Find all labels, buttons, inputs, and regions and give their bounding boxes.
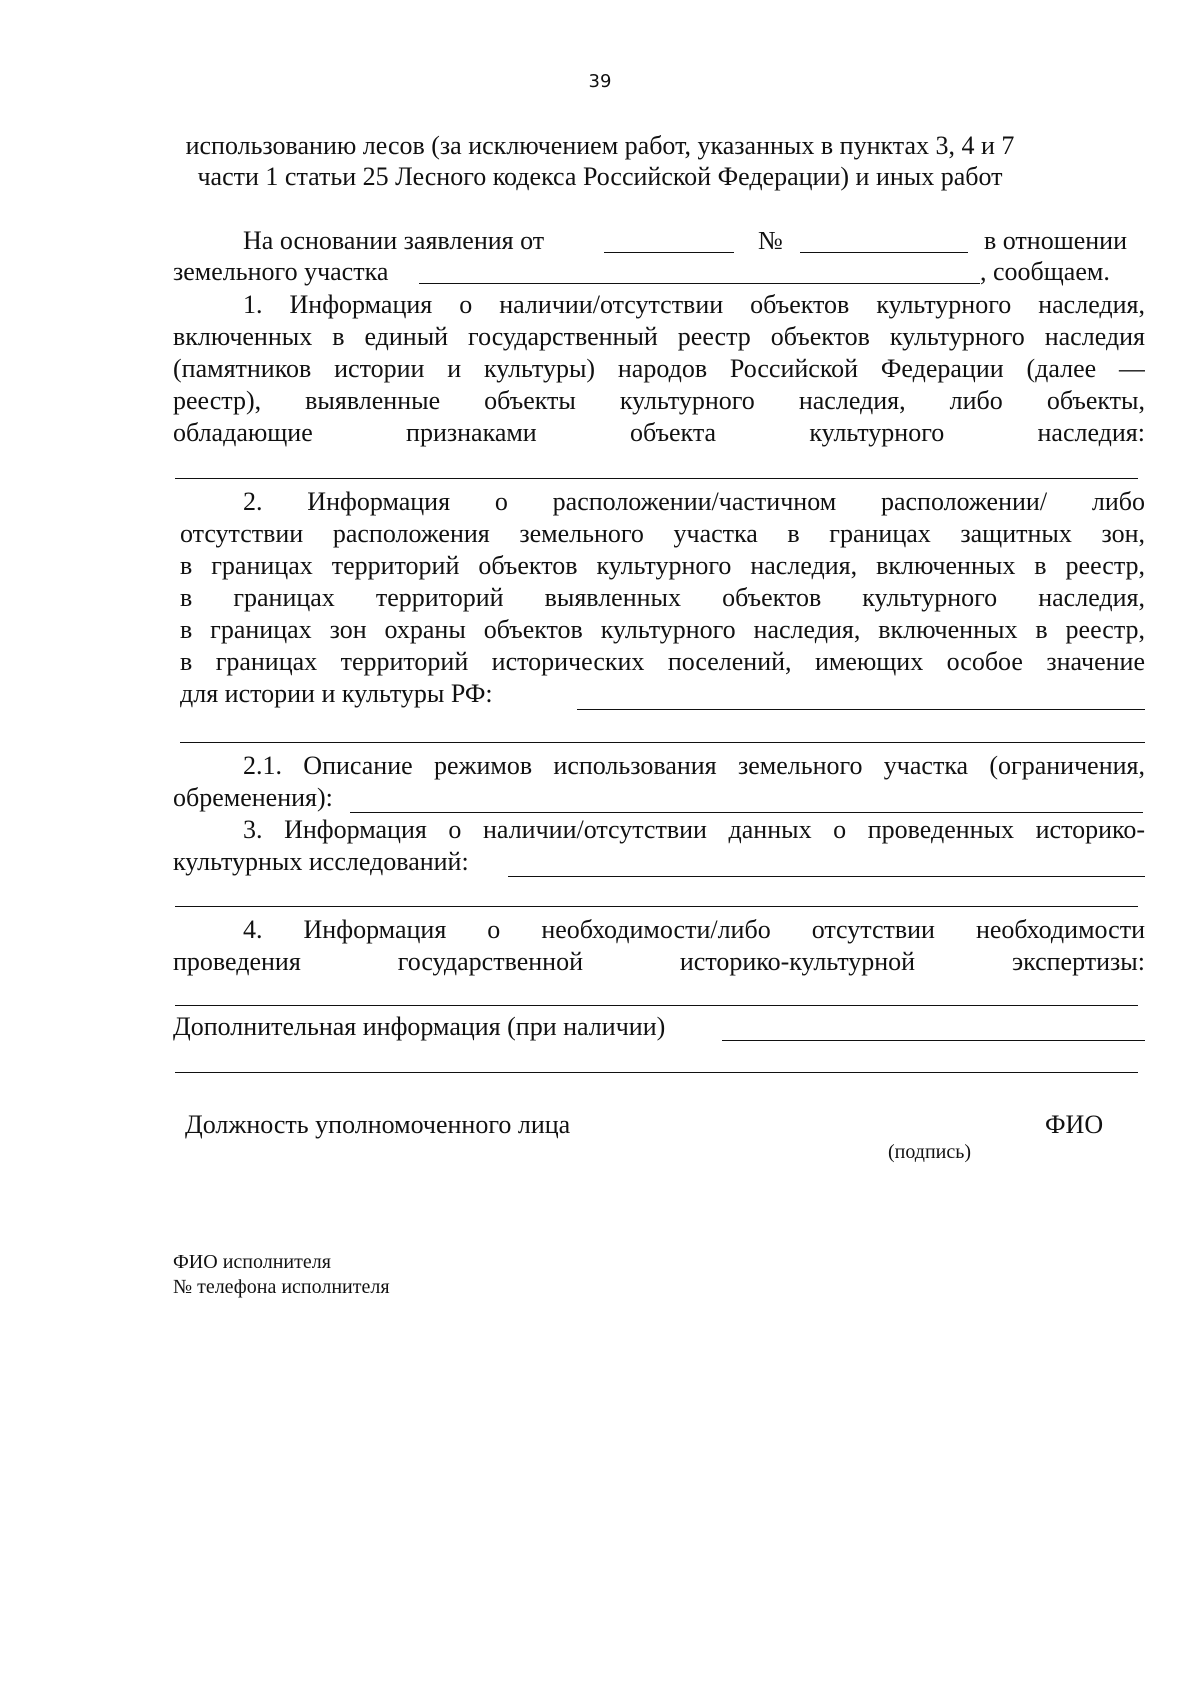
- item2-line-6: в границах территорий исторических поселений, имеющих особое значение: [180, 647, 1145, 676]
- item2-answer-line-2[interactable]: [180, 742, 1145, 743]
- item4-answer-line[interactable]: [175, 1005, 1138, 1006]
- item3-answer-line-2[interactable]: [175, 906, 1138, 907]
- item2-1-answer-line[interactable]: [350, 812, 1143, 813]
- application-date-field[interactable]: [604, 228, 734, 253]
- item1-answer-line[interactable]: [175, 478, 1138, 479]
- item1-line-1: 1. Информация о наличии/отсутствии объектов культурного наследия,: [243, 290, 1145, 319]
- heading-line-1: использованию лесов (за исключением работ, указанных в пунктах 3, 4 и 7: [185, 131, 1015, 160]
- executor-name: ФИО исполнителя: [173, 1251, 331, 1273]
- item1-line-2: включенных в единый государственный реестр объектов культурного наследия: [173, 322, 1145, 351]
- item2-line-1: 2. Информация о расположении/частичном расположении/ либо: [243, 487, 1145, 516]
- official-name: ФИО: [1045, 1110, 1104, 1139]
- intro-text-inform: , сообщаем.: [980, 257, 1110, 286]
- item3-answer-line-1[interactable]: [508, 876, 1145, 877]
- signature-caption: (подпись): [888, 1141, 972, 1163]
- item1-line-5: обладающие признаками объекта культурного наследия:: [173, 418, 1145, 447]
- heading-line-2: части 1 статьи 25 Лесного кодекса Российской Федерации) и иных работ: [197, 162, 1003, 191]
- intro-text-basis: На основании заявления от: [243, 226, 545, 255]
- intro-text-land-plot: земельного участка: [173, 257, 389, 286]
- item2-line-7: для истории и культуры РФ:: [180, 679, 493, 708]
- item4-line-1: 4. Информация о необходимости/либо отсутствии необходимости: [243, 915, 1145, 944]
- additional-info-line-1[interactable]: [722, 1040, 1145, 1041]
- item2-line-4: в границах территорий выявленных объектов культурного наследия,: [180, 583, 1145, 612]
- item1-line-4: реестр), выявленные объекты культурного наследия, либо объекты,: [173, 386, 1145, 415]
- intro-number-sign: №: [758, 226, 783, 255]
- official-position: Должность уполномоченного лица: [185, 1110, 571, 1139]
- intro-text-regarding: в отношении: [984, 226, 1128, 255]
- page-number: 39: [588, 71, 612, 92]
- additional-info-line-2[interactable]: [175, 1072, 1138, 1073]
- item2-answer-line-1[interactable]: [577, 709, 1145, 710]
- item2-line-2: отсутствии расположения земельного участка в границах защитных зон,: [180, 519, 1145, 548]
- item2-1-line-1: 2.1. Описание режимов использования земельного участка (ограничения,: [243, 751, 1145, 780]
- item1-line-3: (памятников истории и культуры) народов Российской Федерации (далее —: [173, 354, 1145, 383]
- executor-phone: № телефона исполнителя: [173, 1276, 390, 1298]
- item4-line-2: проведения государственной историко-культурной экспертизы:: [173, 947, 1145, 976]
- additional-info-label: Дополнительная информация (при наличии): [173, 1012, 666, 1041]
- application-number-field[interactable]: [800, 228, 968, 253]
- item3-line-2: культурных исследований:: [173, 847, 469, 876]
- item2-line-3: в границах территорий объектов культурного наследия, включенных в реестр,: [180, 551, 1145, 580]
- land-plot-field[interactable]: [419, 259, 980, 284]
- item2-line-5: в границах зон охраны объектов культурного наследия, включенных в реестр,: [180, 615, 1145, 644]
- item2-1-line-2: обременения):: [173, 783, 333, 812]
- item3-line-1: 3. Информация о наличии/отсутствии данных о проведенных историко-: [243, 815, 1145, 844]
